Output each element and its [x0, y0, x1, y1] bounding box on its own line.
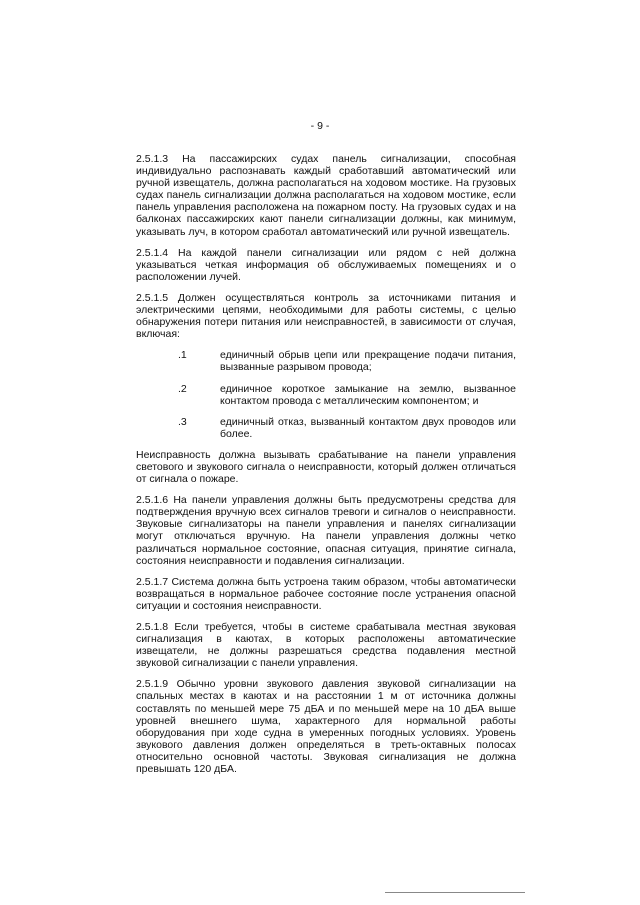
paragraph-2-5-1-6: 2.5.1.6 На панели управления должны быть предусмотрены средства для подтверждения вручную всех сигналов тревоги и сигналов о неисправности. Звуковые сигнализаторы на панели управления и панелях сигнализации могут отключаться вручную. На панели управления должны четко различаться нормальное состояние, опасная ситуация, принятие сигнала, состояния неисправности и подавления сигнализации.: [136, 494, 516, 567]
paragraph-2-5-1-7: 2.5.1.7 Система должна быть устроена таким образом, чтобы автоматически возвращаться в нормальное рабочее состояние после устранения опасной ситуации и состояния неисправности.: [136, 575, 516, 612]
list-item-number: .3: [178, 415, 187, 428]
list-item-text: единичный обрыв цепи или прекращение подачи питания, вызванные разрывом провода;: [220, 349, 516, 374]
paragraph-2-5-1-8: 2.5.1.8 Если требуется, чтобы в системе срабатывала местная звуковая сигнализация в каютах, в которых расположены автоматические извещатели, не должны разрешаться средства подавления местной звуковой сигнализации с панели управления.: [136, 621, 516, 670]
page-number: - 9 -: [310, 120, 330, 132]
list-item-text: единичный отказ, вызванный контактом двух проводов или более.: [220, 415, 516, 440]
paragraph-2-5-1-4: 2.5.1.4 На каждой панели сигнализации или рядом с ней должна указываться четкая информация об обслуживаемых помещениях и о расположении лучей.: [136, 246, 516, 283]
paragraph-2-5-1-3: 2.5.1.3 На пассажирских судах панель сигнализации, способная индивидуально распознавать каждый сработавший автоматический или ручной извещатель, должна располагаться на ходовом мостике. На грузовых судах панель сигнализации должна располагаться на ходовом мостике, если панель управления расположена на пожарном посту. На грузовых судах и на балконах пассажирских кают панели сигнализации должны, как минимум, указывать луч, в котором сработал автоматический или ручной извещатель.: [136, 153, 516, 238]
footer-rule: [385, 892, 525, 893]
list-item-number: .1: [178, 349, 187, 362]
list-item: [136, 383, 516, 407]
list-item: [136, 416, 516, 440]
paragraph-fault-signal: Неисправность должна вызывать срабатывание на панели управления светового и звукового сигнала о неисправности, который должен отличаться от сигнала о пожаре.: [136, 448, 516, 486]
paragraph-2-5-1-9: 2.5.1.9 Обычно уровни звукового давления звуковой сигнализации на спальных местах в каютах и на расстоянии 1 м от источника должны составлять по меньшей мере 75 дБА и по меньшей мере на 10 дБА выше уровней внешнего шума, характерного для нормальной работы оборудования при ходе судна в умеренных погодных условиях. Уровень звукового давления должен определяться в треть-октавных полосах относительно основной частоты. Звуковая сигнализация не должна превышать 120 дБА.: [136, 678, 516, 776]
list-item-number: .2: [178, 382, 187, 395]
document-body: [136, 153, 516, 784]
paragraph-2-5-1-5: 2.5.1.5 Должен осуществляться контроль за источниками питания и электрическими цепями, необходимыми для работы системы, с целью обнаружения потери питания или неисправностей, в зависимости от случая, включая:: [136, 291, 516, 341]
list-item-text: единичное короткое замыкание на землю, вызванное контактом провода с металлическим компонентом; и: [220, 382, 516, 407]
list-item: [136, 349, 516, 373]
